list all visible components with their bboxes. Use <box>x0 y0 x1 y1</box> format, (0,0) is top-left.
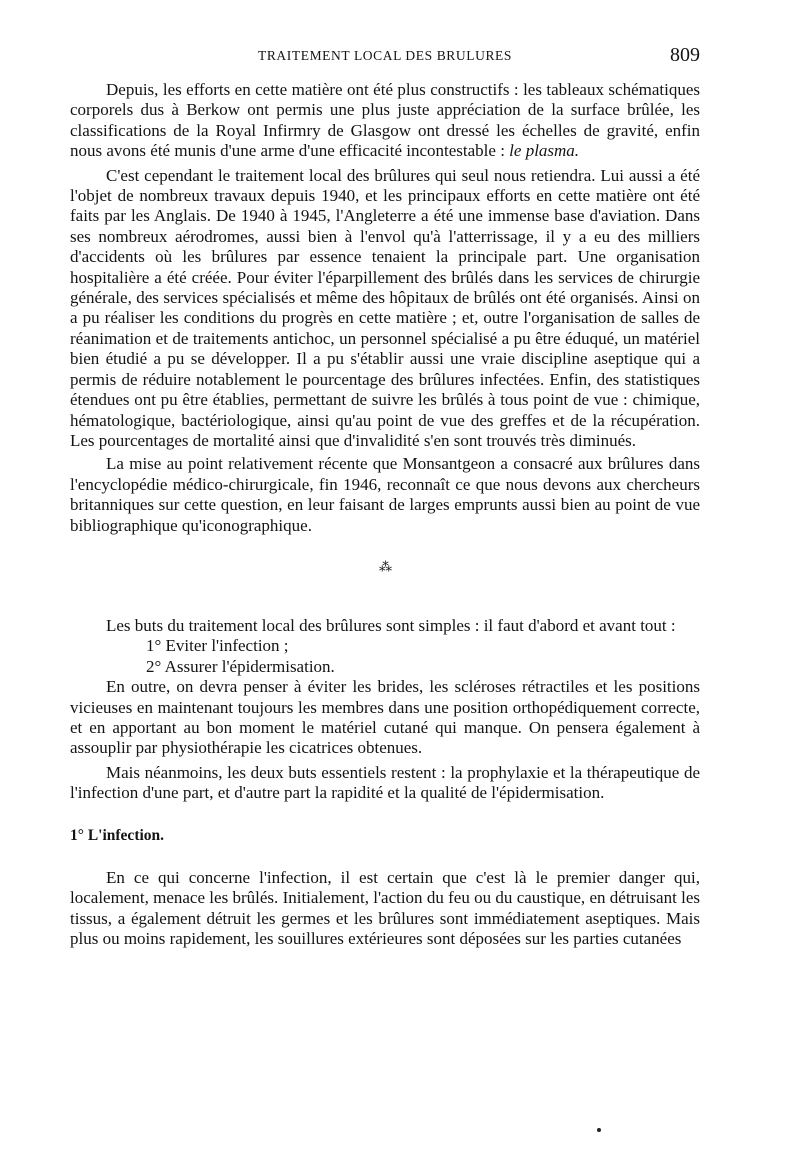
body-text <box>70 80 700 950</box>
paragraph-1-text: Depuis, les efforts en cette matière ont été plus constructifs : les tableaux schématiques corporels dus à Berkow ont permis une plus juste appréciation de la surface brûlée, les classifications de la Royal Infirmry de Glasgow ont dressé les échelles de gravité, enfin nous avons été munis d'une arme d'une efficacité incontestable : <box>70 80 700 161</box>
goals-list <box>70 636 700 677</box>
goal-item-2: 2° Assurer l'épidermisation. <box>146 656 335 676</box>
page-number: 809 <box>670 44 700 66</box>
section-heading: 1° L'infection. <box>70 826 165 844</box>
running-header <box>70 44 700 68</box>
paragraph-1 <box>70 80 700 162</box>
paragraph-5: En outre, on devra penser à éviter les brides, les scléroses rétractiles et les positions vicieuses en maintenant toujours les membres dans une position orthopédiquement correcte, et en apportant au bon moment le matériel cutané qui manque. On pensera également à assouplir par physiothérapie les cicatrices obtenues. <box>70 677 700 758</box>
paragraph-3: La mise au point relativement récente que Monsantgeon a consacré aux brûlures dans l'encyclopédie médico-chirurgicale, fin 1946, reconnaît ce que nous devons aux chercheurs britanniques sur cette question, en leur faisant de larges emprunts aussi bien au point de vue bibliographique qu'iconographique. <box>70 454 700 535</box>
paragraph-6: Mais néanmoins, les deux buts essentiels restent : la prophylaxie et la thérapeutique de l'infection d'une part, et d'autre part la rapidité et la qualité de l'épidermisation. <box>70 762 700 803</box>
footer-dot <box>597 1128 601 1132</box>
paragraph-2: C'est cependant le traitement local des brûlures qui seul nous retiendra. Lui aussi a été l'objet de nombreux travaux depuis 1940, et les principaux efforts en cette matière ont été faits par les Anglais. De 1940 à 1945, l'Angleterre a été une immense base d'aviation. Dans ses nombreux aérodromes, aussi bien à l'envol qu'à l'atterrissage, il y a eu des milliers d'accidents où les brûlures par essence tenaient la principale part. Une organisation hospitalière a été créée. Pour éviter l'éparpillement des brûlés dans les services de chirurgie générale, des services spécialisés et même des hôpitaux de brûlés ont été organisés. Ainsi on a pu réaliser les conditions du progrès en cette matière ; et, outre l'organisation de salles de réanimation et de traitements antichoc, un personnel spécialisé a pu être éduqué, un matériel bien étudié a pu se développer. Il a pu s'établir aussi une vraie discipline aseptique qui a permis de réduire notablement le pourcentage des brûlures infectées. Enfin, des statistiques étendues ont pu être établies, permettant de suivre les brûlés à tous point de vue : chimique, hématologique, bactériologique, ainsi qu'au point de vue des greffes et de la récupération. Les pourcentages de mortalité ainsi que d'invalidité s'en sont trouvés très diminués. <box>70 165 700 450</box>
paragraph-7: En ce qui concerne l'infection, il est certain que c'est là le premier danger qui, localement, menace les brûlés. Initialement, l'action du feu ou du caustique, en détruisant les tissus, a également détruit les germes et les brûlures sont immédiatement aseptiques. Mais plus ou moins rapidement, les souillures extérieures sont déposées sur les parties cutanées <box>70 868 700 949</box>
paragraph-1-emphasis: le plasma. <box>509 141 580 161</box>
asterism-separator: ⁂ <box>379 558 391 574</box>
running-title: TRAITEMENT LOCAL DES BRULURES <box>257 48 513 63</box>
goal-item-1: 1° Eviter l'infection ; <box>146 636 289 656</box>
paragraph-4: Les buts du traitement local des brûlures sont simples : il faut d'abord et avant tout : <box>106 615 676 635</box>
